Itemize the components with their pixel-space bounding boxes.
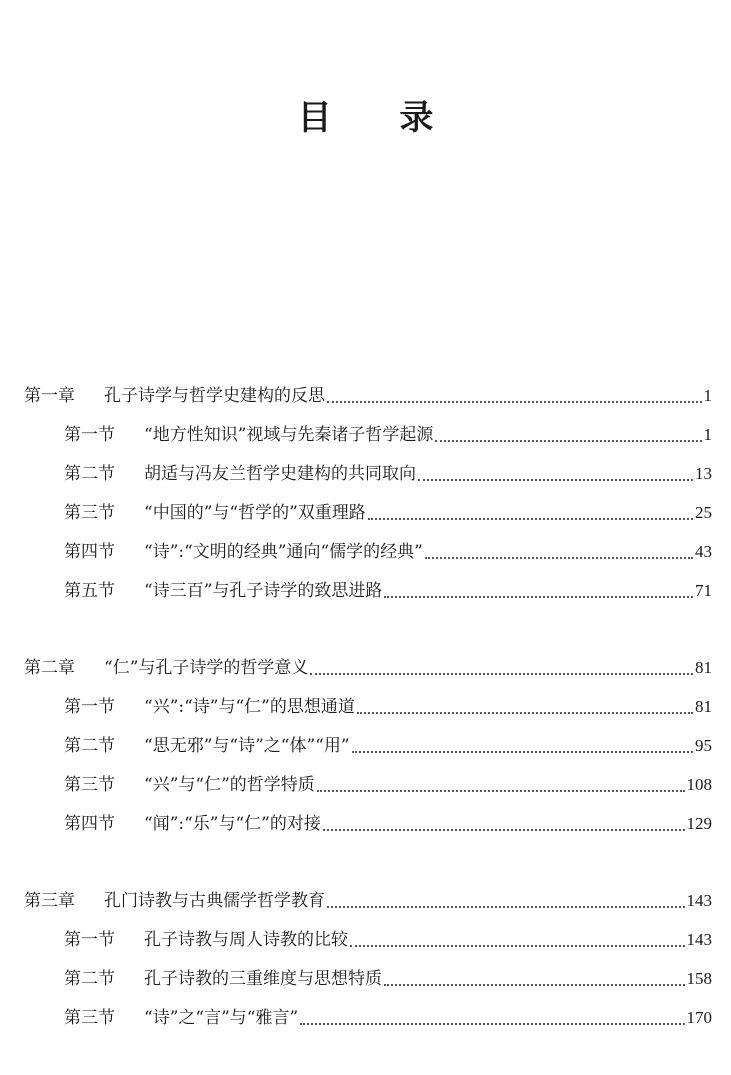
chapter-1	[24, 376, 712, 610]
toc-entry-section[interactable]	[24, 920, 712, 959]
dot-leader	[350, 944, 685, 947]
toc-entry-chapter-1[interactable]	[24, 376, 712, 415]
section-label: 第四节	[64, 814, 115, 834]
section-title: “诗”之“言”与“雅言”	[144, 1008, 299, 1028]
page-number: 71	[695, 581, 712, 600]
section-label: 第五节	[64, 581, 115, 601]
dot-leader	[310, 672, 693, 675]
section-title: 孔子诗教与周人诗教的比较	[144, 930, 348, 950]
page-number: 95	[695, 736, 712, 755]
toc-entry-section[interactable]	[24, 571, 712, 610]
page-number: 1	[703, 425, 712, 444]
toc-entry-section[interactable]	[24, 532, 712, 571]
chapter-label: 第一章	[24, 386, 75, 406]
dot-leader	[357, 711, 693, 714]
dot-leader	[425, 556, 693, 559]
toc-entry-section[interactable]	[24, 804, 712, 843]
section-title: 孔子诗教的三重维度与思想特质	[144, 969, 382, 989]
section-title: “思无邪”与“诗”之“体”“用”	[144, 736, 350, 756]
dot-leader	[384, 595, 693, 598]
page-number: 108	[686, 775, 712, 794]
section-label: 第一节	[64, 930, 115, 950]
table-of-contents	[24, 376, 712, 1075]
page-number: 43	[695, 542, 712, 561]
chapter-label: 第二章	[24, 658, 75, 678]
page-number: 1	[703, 386, 712, 405]
page-number: 143	[686, 891, 712, 910]
chapter-2	[24, 648, 712, 843]
section-title: 胡适与冯友兰哲学史建构的共同取向	[144, 464, 416, 484]
page-number: 143	[686, 930, 712, 949]
toc-entry-section[interactable]	[24, 765, 712, 804]
chapter-label: 第三章	[24, 891, 75, 911]
page-title: 目 录	[297, 98, 462, 138]
section-label: 第三节	[64, 775, 115, 795]
page-number: 170	[686, 1008, 712, 1027]
page-number: 81	[695, 658, 712, 677]
section-label: 第二节	[64, 969, 115, 989]
section-title: “闻”:“乐”与“仁”的对接	[144, 814, 321, 834]
page-number: 13	[695, 464, 712, 483]
page-number: 129	[686, 814, 712, 833]
toc-entry-section[interactable]	[24, 726, 712, 765]
dot-leader	[317, 789, 685, 792]
section-title: “诗三百”与孔子诗学的致思进路	[144, 581, 383, 601]
page-number: 158	[686, 969, 712, 988]
section-label: 第一节	[64, 697, 115, 717]
dot-leader	[384, 983, 685, 986]
toc-entry-section[interactable]	[24, 415, 712, 454]
section-label: 第一节	[64, 425, 115, 445]
section-label: 第三节	[64, 1008, 115, 1028]
section-label: 第三节	[64, 503, 115, 523]
section-title: “兴”与“仁”的哲学特质	[144, 775, 315, 795]
page-number: 25	[695, 503, 712, 522]
dot-leader	[327, 400, 702, 403]
toc-entry-chapter-2[interactable]	[24, 648, 712, 687]
chapter-3	[24, 881, 712, 1037]
dot-leader	[418, 478, 693, 481]
chapter-title: “仁”与孔子诗学的哲学意义	[104, 658, 309, 678]
dot-leader	[327, 905, 685, 908]
dot-leader	[435, 439, 701, 442]
section-label: 第四节	[64, 542, 115, 562]
section-label: 第二节	[64, 464, 115, 484]
dot-leader	[300, 1022, 684, 1025]
section-title: “地方性知识”视域与先秦诸子哲学起源	[144, 425, 434, 445]
section-title: “诗”:“文明的经典”通向“儒学的经典”	[144, 542, 423, 562]
toc-entry-section[interactable]	[24, 998, 712, 1037]
section-title: “兴”:“诗”与“仁”的思想通道	[144, 697, 355, 717]
toc-entry-section[interactable]	[24, 493, 712, 532]
toc-entry-section[interactable]	[24, 454, 712, 493]
section-label: 第二节	[64, 736, 115, 756]
page-number: 81	[695, 697, 712, 716]
toc-entry-chapter-3[interactable]	[24, 881, 712, 920]
chapter-title: 孔门诗教与古典儒学哲学教育	[104, 891, 325, 911]
dot-leader	[323, 828, 685, 831]
dot-leader	[368, 517, 693, 520]
dot-leader	[352, 750, 693, 753]
section-title: “中国的”与“哲学的”双重理路	[144, 503, 366, 523]
toc-entry-section[interactable]	[24, 687, 712, 726]
toc-entry-section[interactable]	[24, 959, 712, 998]
chapter-title: 孔子诗学与哲学史建构的反思	[104, 386, 325, 406]
